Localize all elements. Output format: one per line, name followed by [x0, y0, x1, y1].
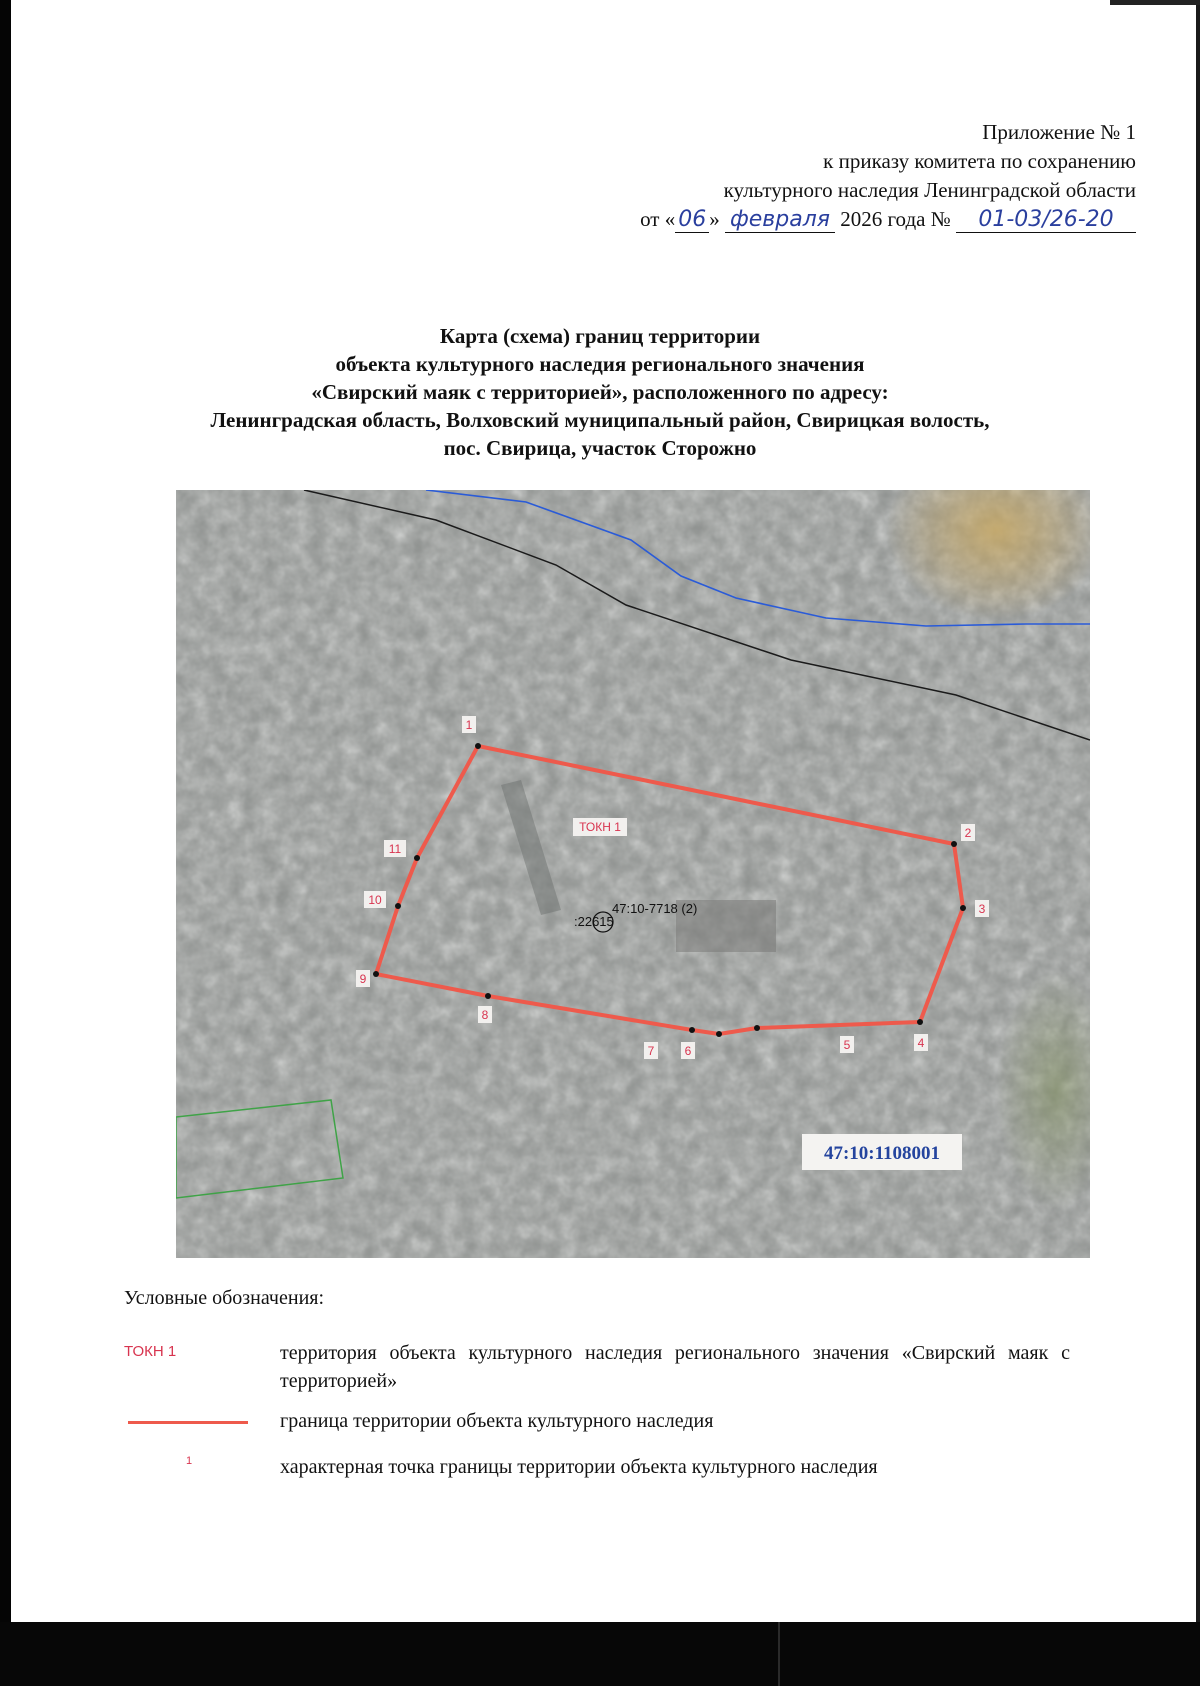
boundary-point-9: [373, 971, 379, 977]
map-canvas: [176, 490, 1090, 1258]
annex-order-line: к приказу комитета по сохранению: [823, 149, 1136, 173]
title-line-5: пос. Свирица, участок Сторожно: [443, 436, 757, 460]
point-label-11: 11: [388, 842, 402, 856]
point-label-9: 9: [359, 972, 367, 986]
scan-edge-seam: [778, 1622, 780, 1686]
scan-edge-top: [1110, 0, 1200, 5]
title-line-3: «Свирский маяк с территорией», расположенного по адресу:: [311, 380, 889, 404]
legend-item-boundary: [124, 1407, 1084, 1439]
annex-header: [576, 118, 1136, 234]
parcel-number: :22615: [574, 914, 614, 929]
legend-text-boundary: граница территории объекта культурного наследия: [280, 1410, 714, 1432]
point-label-10: 10: [368, 893, 382, 907]
date-suffix: 2026 года №: [840, 207, 951, 231]
legend-item-territory: [124, 1339, 1084, 1399]
title-line-4: Ленинградская область, Волховский муниципальный район, Свирицкая волость,: [210, 408, 990, 432]
annex-committee-line: культурного наследия Ленинградской области: [723, 178, 1136, 202]
legend-key-territory: ТОКН 1: [124, 1343, 177, 1360]
boundary-point-1: [475, 743, 481, 749]
point-number-swatch: 1: [186, 1455, 193, 1467]
date-month: февраля: [725, 208, 835, 233]
point-label-2: 2: [964, 826, 972, 840]
date-mid: »: [709, 207, 720, 231]
scan-edge-right: [1196, 0, 1200, 1622]
point-label-1: 1: [465, 718, 473, 732]
boundary-point-4: [917, 1019, 923, 1025]
boundary-point-3: [960, 905, 966, 911]
annex-title: Приложение № 1: [982, 120, 1136, 144]
point-label-8: 8: [481, 1008, 489, 1022]
legend-text-point: характерная точка границы территории объекта культурного наследия: [280, 1456, 878, 1478]
title-line-2: объекта культурного наследия регионального значения: [335, 352, 865, 376]
zone-label: ТОКН 1: [579, 820, 621, 834]
boundary-point-7: [689, 1027, 695, 1033]
cadastral-quarter-label: 47:10:1108001: [823, 1143, 941, 1164]
scan-edge-bottom: [0, 1622, 1200, 1686]
boundary-line-swatch: [128, 1421, 248, 1424]
date-prefix: от «: [640, 207, 676, 231]
point-label-6: 6: [684, 1044, 692, 1058]
boundary-point-5: [754, 1025, 760, 1031]
point-label-5: 5: [843, 1038, 851, 1052]
legend-heading: Условные обозначения:: [124, 1287, 325, 1309]
legend-item-point: [124, 1453, 1084, 1485]
boundary-point-10: [395, 903, 401, 909]
document-title: [60, 322, 1140, 462]
boundary-point-2: [951, 841, 957, 847]
legend-text-territory: территория объекта культурного наследия регионального значения «Свирский маяк с территорией»: [280, 1342, 1070, 1392]
annex-date-line: [576, 205, 1136, 234]
order-number: 01-03/26-20: [956, 208, 1136, 233]
boundary-map: [176, 490, 1090, 1258]
scan-edge-left: [0, 0, 11, 1686]
date-day: 06: [675, 208, 709, 233]
point-label-7: 7: [647, 1044, 655, 1058]
point-label-3: 3: [978, 902, 986, 916]
boundary-point-11: [414, 855, 420, 861]
boundary-point-6: [716, 1031, 722, 1037]
boundary-point-8: [485, 993, 491, 999]
title-line-1: Карта (схема) границ территории: [439, 324, 761, 348]
point-label-4: 4: [917, 1036, 925, 1050]
parcel-label: 47:10-7718 (2): [612, 901, 698, 916]
